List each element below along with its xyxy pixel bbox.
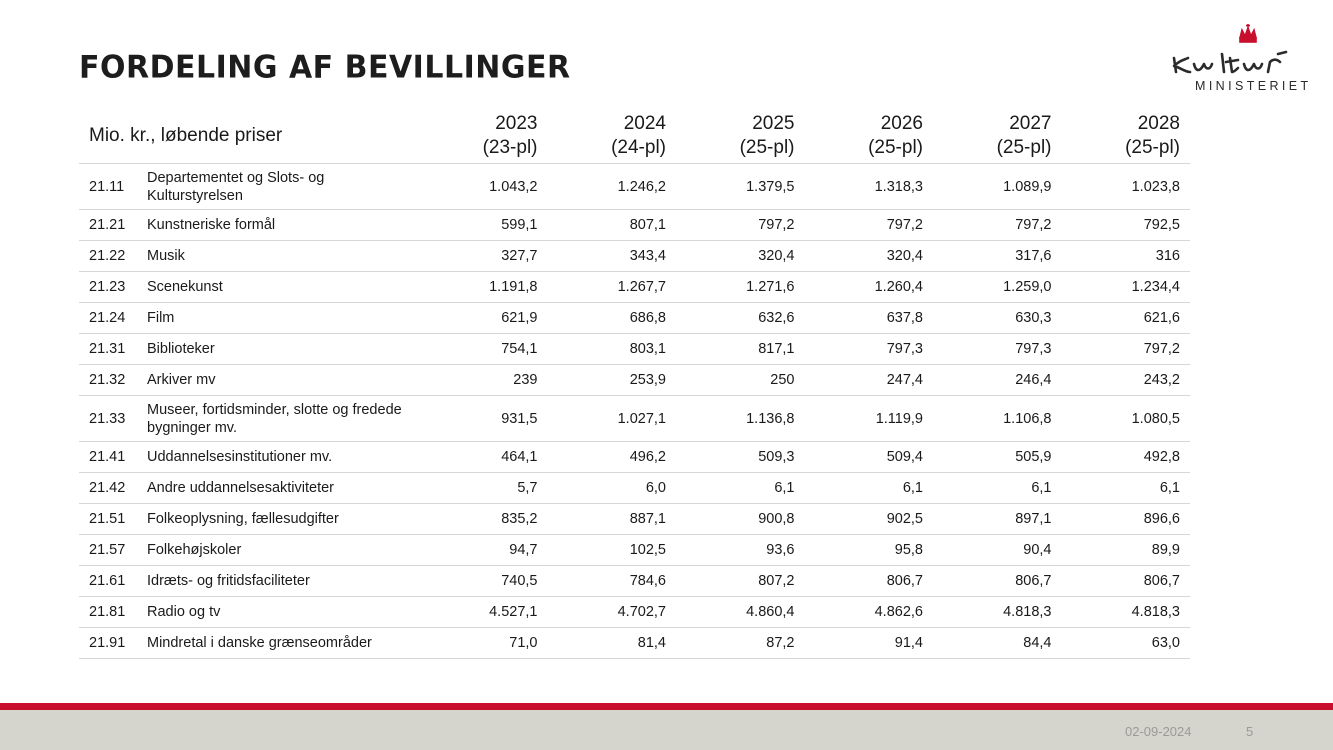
table-row — [79, 164, 1190, 210]
amount-cell: 239 — [419, 365, 548, 396]
amount-cell: 1.106,8 — [933, 396, 1062, 442]
amount-cell: 253,9 — [548, 365, 677, 396]
amount-cell: 637,8 — [805, 303, 934, 334]
logo-subtitle: MINISTERIET — [1195, 79, 1312, 93]
amount-cell: 6,1 — [933, 473, 1062, 504]
amount-cell: 4.818,3 — [933, 597, 1062, 628]
account-name: Andre uddannelsesaktiviteter — [137, 473, 419, 504]
unit-label: Mio. kr., løbende priser — [89, 125, 283, 146]
amount-cell: 6,0 — [548, 473, 677, 504]
page-number: 5 — [1246, 724, 1254, 739]
amount-cell: 807,2 — [676, 566, 805, 597]
amount-cell: 63,0 — [1062, 628, 1191, 659]
account-name: Mindretal i danske grænseområder — [137, 628, 419, 659]
amount-cell: 496,2 — [548, 442, 677, 473]
amount-cell: 900,8 — [676, 504, 805, 535]
amount-cell: 492,8 — [1062, 442, 1191, 473]
account-name: Musik — [137, 241, 419, 272]
amount-cell: 784,6 — [548, 566, 677, 597]
year-header: 2025 (25-pl) — [739, 113, 795, 158]
account-code: 21.31 — [79, 334, 137, 365]
table-row — [79, 442, 1190, 473]
amount-cell: 320,4 — [676, 241, 805, 272]
amount-cell: 250 — [676, 365, 805, 396]
amount-cell: 797,2 — [676, 210, 805, 241]
account-code: 21.91 — [79, 628, 137, 659]
account-name: Radio og tv — [137, 597, 419, 628]
amount-cell: 6,1 — [805, 473, 934, 504]
account-name: Scenekunst — [137, 272, 419, 303]
account-name: Folkeoplysning, fællesudgifter — [137, 504, 419, 535]
account-code: 21.21 — [79, 210, 137, 241]
amount-cell: 1.119,9 — [805, 396, 934, 442]
amount-cell: 621,9 — [419, 303, 548, 334]
amount-cell: 94,7 — [419, 535, 548, 566]
footer-date: 02-09-2024 — [1125, 724, 1192, 739]
account-code: 21.11 — [79, 164, 137, 210]
account-name: Film — [137, 303, 419, 334]
table-row — [79, 504, 1190, 535]
amount-cell: 630,3 — [933, 303, 1062, 334]
account-name: Departementet og Slots- og Kulturstyrelsen — [137, 164, 419, 210]
amount-cell: 1.027,1 — [548, 396, 677, 442]
amount-cell: 1.191,8 — [419, 272, 548, 303]
account-name: Biblioteker — [137, 334, 419, 365]
amount-cell: 89,9 — [1062, 535, 1191, 566]
amount-cell: 897,1 — [933, 504, 1062, 535]
amount-cell: 4.702,7 — [548, 597, 677, 628]
table-row — [79, 628, 1190, 659]
account-name: Folkehøjskoler — [137, 535, 419, 566]
amount-cell: 327,7 — [419, 241, 548, 272]
amount-cell: 1.080,5 — [1062, 396, 1191, 442]
account-code: 21.22 — [79, 241, 137, 272]
amount-cell: 95,8 — [805, 535, 934, 566]
account-name: Arkiver mv — [137, 365, 419, 396]
amount-cell: 632,6 — [676, 303, 805, 334]
amount-cell: 4.862,6 — [805, 597, 934, 628]
account-code: 21.33 — [79, 396, 137, 442]
amount-cell: 1.379,5 — [676, 164, 805, 210]
amount-cell: 817,1 — [676, 334, 805, 365]
amount-cell: 1.089,9 — [933, 164, 1062, 210]
amount-cell: 317,6 — [933, 241, 1062, 272]
table-row — [79, 566, 1190, 597]
table-row — [79, 535, 1190, 566]
amount-cell: 343,4 — [548, 241, 677, 272]
amount-cell: 316 — [1062, 241, 1191, 272]
amount-cell: 84,4 — [933, 628, 1062, 659]
year-header: 2028 (25-pl) — [1125, 113, 1180, 158]
amount-cell: 797,2 — [1062, 334, 1191, 365]
amount-cell: 320,4 — [805, 241, 934, 272]
amount-cell: 931,5 — [419, 396, 548, 442]
amount-cell: 5,7 — [419, 473, 548, 504]
account-code: 21.81 — [79, 597, 137, 628]
amount-cell: 1.234,4 — [1062, 272, 1191, 303]
amount-cell: 6,1 — [676, 473, 805, 504]
appropriations-table — [79, 108, 1190, 659]
account-code: 21.57 — [79, 535, 137, 566]
table-header-row — [79, 108, 1190, 164]
amount-cell: 1.260,4 — [805, 272, 934, 303]
account-name: Uddannelsesinstitutioner mv. — [137, 442, 419, 473]
amount-cell: 807,1 — [548, 210, 677, 241]
account-code: 21.23 — [79, 272, 137, 303]
amount-cell: 1.267,7 — [548, 272, 677, 303]
account-name: Kunstneriske formål — [137, 210, 419, 241]
amount-cell: 4.860,4 — [676, 597, 805, 628]
amount-cell: 797,2 — [933, 210, 1062, 241]
amount-cell: 686,8 — [548, 303, 677, 334]
amount-cell: 247,4 — [805, 365, 934, 396]
amount-cell: 1.136,8 — [676, 396, 805, 442]
account-name: Idræts- og fritidsfaciliteter — [137, 566, 419, 597]
table-row — [79, 303, 1190, 334]
table-row — [79, 210, 1190, 241]
amount-cell: 509,4 — [805, 442, 934, 473]
amount-cell: 806,7 — [1062, 566, 1191, 597]
table-row — [79, 241, 1190, 272]
amount-cell: 1.246,2 — [548, 164, 677, 210]
amount-cell: 1.271,6 — [676, 272, 805, 303]
amount-cell: 803,1 — [548, 334, 677, 365]
amount-cell: 797,3 — [805, 334, 934, 365]
account-code: 21.42 — [79, 473, 137, 504]
page-title: FORDELING AF BEVILLINGER — [79, 49, 571, 86]
amount-cell: 6,1 — [1062, 473, 1191, 504]
account-name: Museer, fortidsminder, slotte og fredede bygninger mv. — [137, 396, 419, 442]
year-header: 2026 (25-pl) — [868, 113, 923, 158]
amount-cell: 835,2 — [419, 504, 548, 535]
account-code: 21.41 — [79, 442, 137, 473]
table-row — [79, 334, 1190, 365]
amount-cell: 806,7 — [805, 566, 934, 597]
amount-cell: 902,5 — [805, 504, 934, 535]
amount-cell: 621,6 — [1062, 303, 1191, 334]
amount-cell: 740,5 — [419, 566, 548, 597]
amount-cell: 1.023,8 — [1062, 164, 1191, 210]
footer-accent-bar — [0, 703, 1333, 710]
amount-cell: 102,5 — [548, 535, 677, 566]
amount-cell: 1.259,0 — [933, 272, 1062, 303]
amount-cell: 1.043,2 — [419, 164, 548, 210]
amount-cell: 1.318,3 — [805, 164, 934, 210]
amount-cell: 90,4 — [933, 535, 1062, 566]
table-row — [79, 272, 1190, 303]
account-code: 21.61 — [79, 566, 137, 597]
amount-cell: 792,5 — [1062, 210, 1191, 241]
account-code: 21.24 — [79, 303, 137, 334]
amount-cell: 93,6 — [676, 535, 805, 566]
amount-cell: 4.818,3 — [1062, 597, 1191, 628]
year-header: 2023 (23-pl) — [482, 113, 538, 158]
amount-cell: 4.527,1 — [419, 597, 548, 628]
table-row — [79, 597, 1190, 628]
amount-cell: 464,1 — [419, 442, 548, 473]
amount-cell: 509,3 — [676, 442, 805, 473]
amount-cell: 887,1 — [548, 504, 677, 535]
amount-cell: 91,4 — [805, 628, 934, 659]
amount-cell: 81,4 — [548, 628, 677, 659]
amount-cell: 896,6 — [1062, 504, 1191, 535]
table-row — [79, 396, 1190, 442]
amount-cell: 797,2 — [805, 210, 934, 241]
amount-cell: 243,2 — [1062, 365, 1191, 396]
amount-cell: 87,2 — [676, 628, 805, 659]
table-row — [79, 365, 1190, 396]
year-header: 2024 (24-pl) — [611, 113, 666, 158]
amount-cell: 246,4 — [933, 365, 1062, 396]
account-code: 21.51 — [79, 504, 137, 535]
amount-cell: 599,1 — [419, 210, 548, 241]
amount-cell: 754,1 — [419, 334, 548, 365]
amount-cell: 806,7 — [933, 566, 1062, 597]
amount-cell: 71,0 — [419, 628, 548, 659]
account-code: 21.32 — [79, 365, 137, 396]
table-row — [79, 473, 1190, 504]
year-header: 2027 (25-pl) — [996, 113, 1052, 158]
amount-cell: 797,3 — [933, 334, 1062, 365]
amount-cell: 505,9 — [933, 442, 1062, 473]
